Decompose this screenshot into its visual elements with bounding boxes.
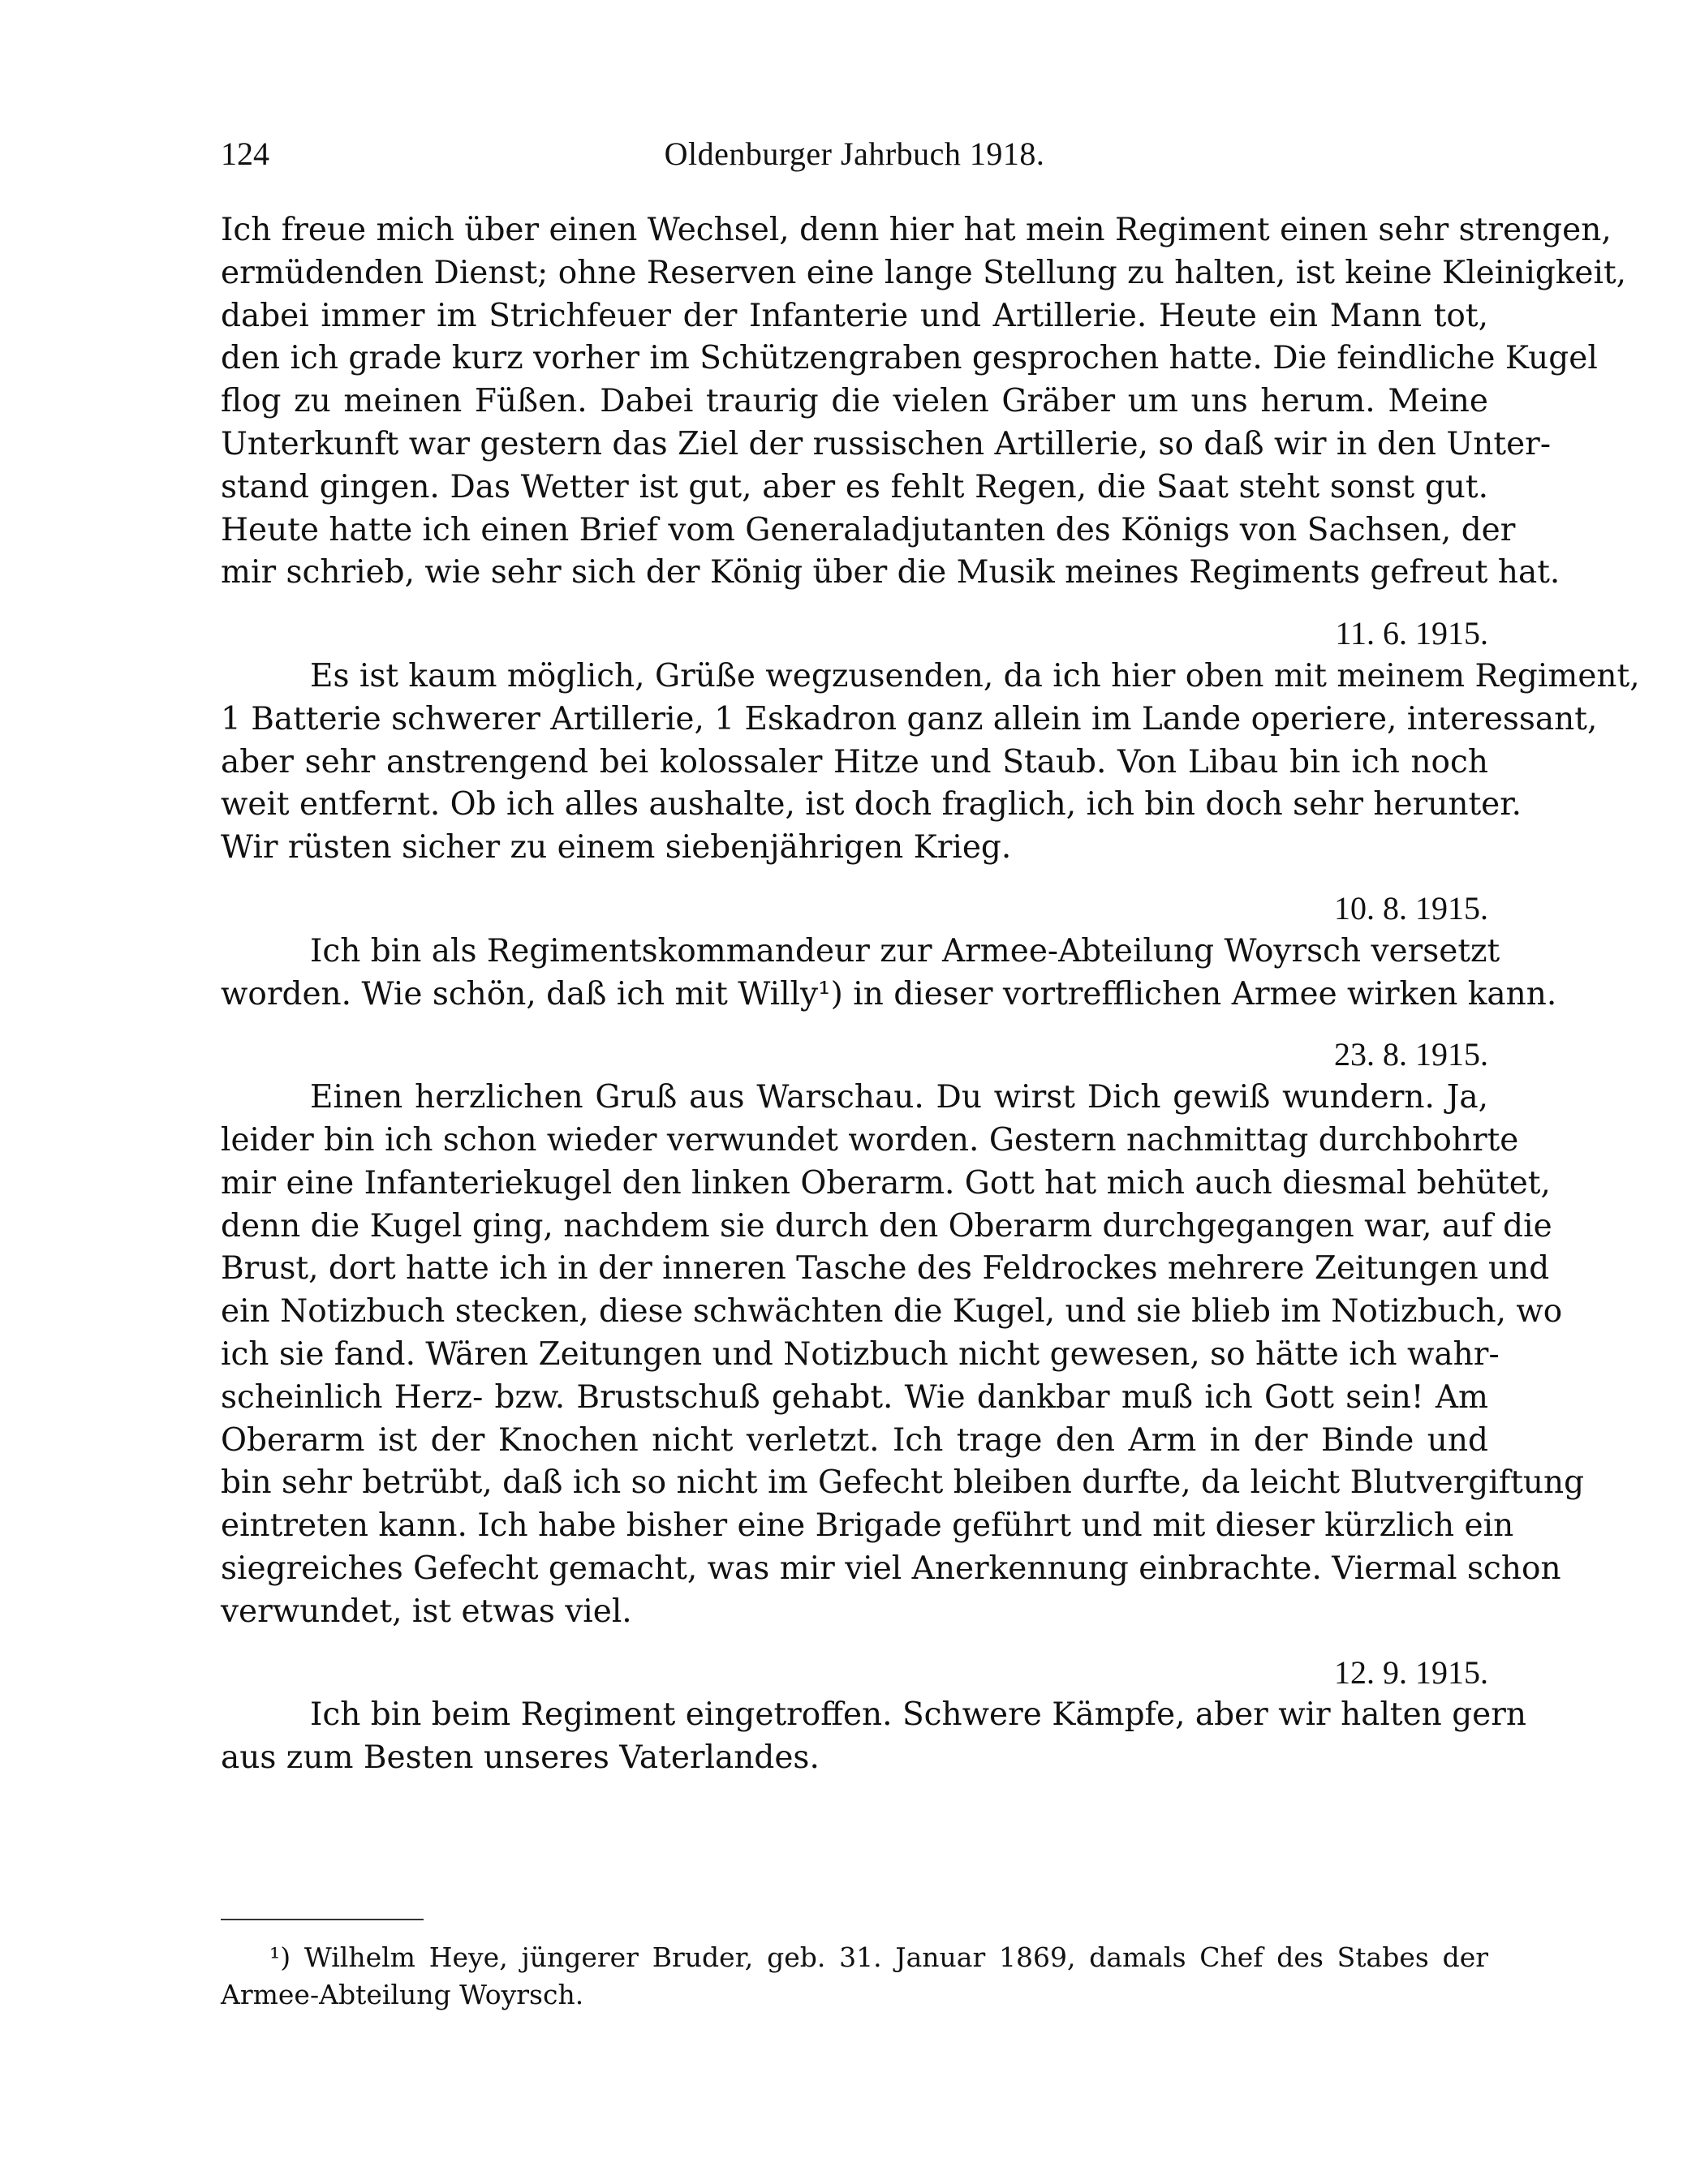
text-line: Unterkunft war gestern das Ziel der russischen Artillerie, so daß wir in den Unter- (221, 425, 1551, 462)
text-line: 1 Batterie schwerer Artillerie, 1 Eskadron ganz allein im Lande operiere, interessant, (221, 700, 1598, 737)
footnote (221, 1939, 1488, 2014)
text-line: den ich grade kurz vorher im Schützengraben gesprochen hatte. Die feindliche Kugel (221, 340, 1598, 377)
text-line: mir eine Infanteriekugel den linken Oberarm. Gott hat mich auch diesmal behütet, (221, 1164, 1551, 1202)
footnote-line: ¹) Wilhelm Heye, jüngerer Bruder, geb. 31. Januar 1869, damals Chef des Stabes der (269, 1941, 1488, 1973)
text-line: Ich bin beim Regiment eingetroffen. Schwere Kämpfe, aber wir halten gern (310, 1696, 1527, 1734)
footnote-separator (221, 1919, 424, 1920)
text-line: eintreten kann. Ich habe bisher eine Brigade geführt und mit dieser kürzlich ein (221, 1507, 1514, 1545)
entry-continuation (221, 209, 1627, 595)
text-line: aus zum Besten unseres Vaterlandes. (221, 1739, 820, 1777)
text-line: ein Notizbuch stecken, diese schwächten die Kugel, und sie blieb im Notizbuch, wo (221, 1293, 1563, 1331)
text-line: Es ist kaum möglich, Grüße wegzusenden, da ich hier oben mit meinem Regiment, (310, 657, 1640, 694)
text-line: siegreiches Gefecht gemacht, was mir viel Anerkennung einbrachte. Viermal schon (221, 1550, 1561, 1587)
text-line: Wir rüsten sicher zu einem siebenjährigen Krieg. (221, 829, 1012, 866)
entry-date: 11. 6. 1915. (1335, 615, 1488, 652)
text-line: Ich bin als Regimentskommandeur zur Armee-Abteilung Woyrsch versetzt (310, 932, 1500, 969)
text-line: scheinlich Herz- bzw. Brustschuß gehabt. Wie dankbar muß ich Gott sein! Am (221, 1378, 1488, 1416)
text-line: worden. Wie schön, daß ich mit Willy¹) in dieser vortrefflichen Armee wirken kann. (221, 975, 1557, 1012)
entry-1915-08-23 (221, 1034, 1585, 1633)
entry-1915-09-12 (221, 1652, 1527, 1780)
text-line: ermüdenden Dienst; ohne Reserven eine lange Stellung zu halten, ist keine Kleinigkeit, (221, 254, 1627, 291)
text-line: flog zu meinen Füßen. Dabei traurig die vielen Gräber um uns herum. Meine (221, 383, 1488, 420)
entry-1915-06-11 (221, 613, 1640, 870)
text-line: aber sehr anstrengend bei kolossaler Hitze und Staub. Von Libau bin ich noch (221, 743, 1488, 780)
page-header (221, 130, 1488, 178)
page-number: 124 (221, 135, 269, 172)
text-line: Ich freue mich über einen Wechsel, denn hier hat mein Regiment einen sehr strengen, (221, 212, 1612, 248)
text-line: Heute hatte ich einen Brief vom Generaladjutanten des Königs von Sachsen, der (221, 511, 1516, 548)
text-line: denn die Kugel ging, nachdem sie durch den Oberarm durchgegangen war, auf die (221, 1207, 1552, 1245)
text-line: dabei immer im Strichfeuer der Infanterie und Artillerie. Heute ein Mann tot, (221, 297, 1488, 334)
text-line: weit entfernt. Ob ich alles aushalte, ist doch fraglich, ich bin doch sehr herunter. (221, 786, 1522, 823)
text-line: mir schrieb, wie sehr sich der König über die Musik meines Regiments gefreut hat. (221, 554, 1560, 591)
entry-1915-08-10 (221, 888, 1557, 1016)
body-text (221, 209, 1640, 1780)
entry-date: 23. 8. 1915. (1334, 1036, 1488, 1073)
text-line: ich sie fand. Wären Zeitungen und Notizbuch nicht gewesen, so hätte ich wahr- (221, 1335, 1500, 1373)
text-line: leider bin ich schon wieder verwundet worden. Gestern nachmittag durchbohrte (221, 1121, 1519, 1159)
text-line: Einen herzlichen Gruß aus Warschau. Du wirst Dich gewiß wundern. Ja, (310, 1079, 1488, 1116)
entry-date: 12. 9. 1915. (1334, 1653, 1488, 1691)
text-line: Oberarm ist der Knochen nicht verletzt. Ich trage den Arm in der Binde und (221, 1421, 1488, 1459)
text-line: Brust, dort hatte ich in der inneren Tasche des Feldrockes mehrere Zeitungen und (221, 1250, 1550, 1288)
running-title: Oldenburger Jahrbuch 1918. (664, 135, 1045, 172)
text-line: bin sehr betrübt, daß ich so nicht im Gefecht bleiben durfte, da leicht Blutvergiftung (221, 1464, 1585, 1502)
entry-date: 10. 8. 1915. (1334, 889, 1488, 926)
text-line: verwundet, ist etwas viel. (221, 1593, 632, 1630)
footnote-line: Armee-Abteilung Woyrsch. (221, 1979, 584, 2010)
text-line: stand gingen. Das Wetter ist gut, aber es fehlt Regen, die Saat steht sonst gut. (221, 468, 1488, 505)
